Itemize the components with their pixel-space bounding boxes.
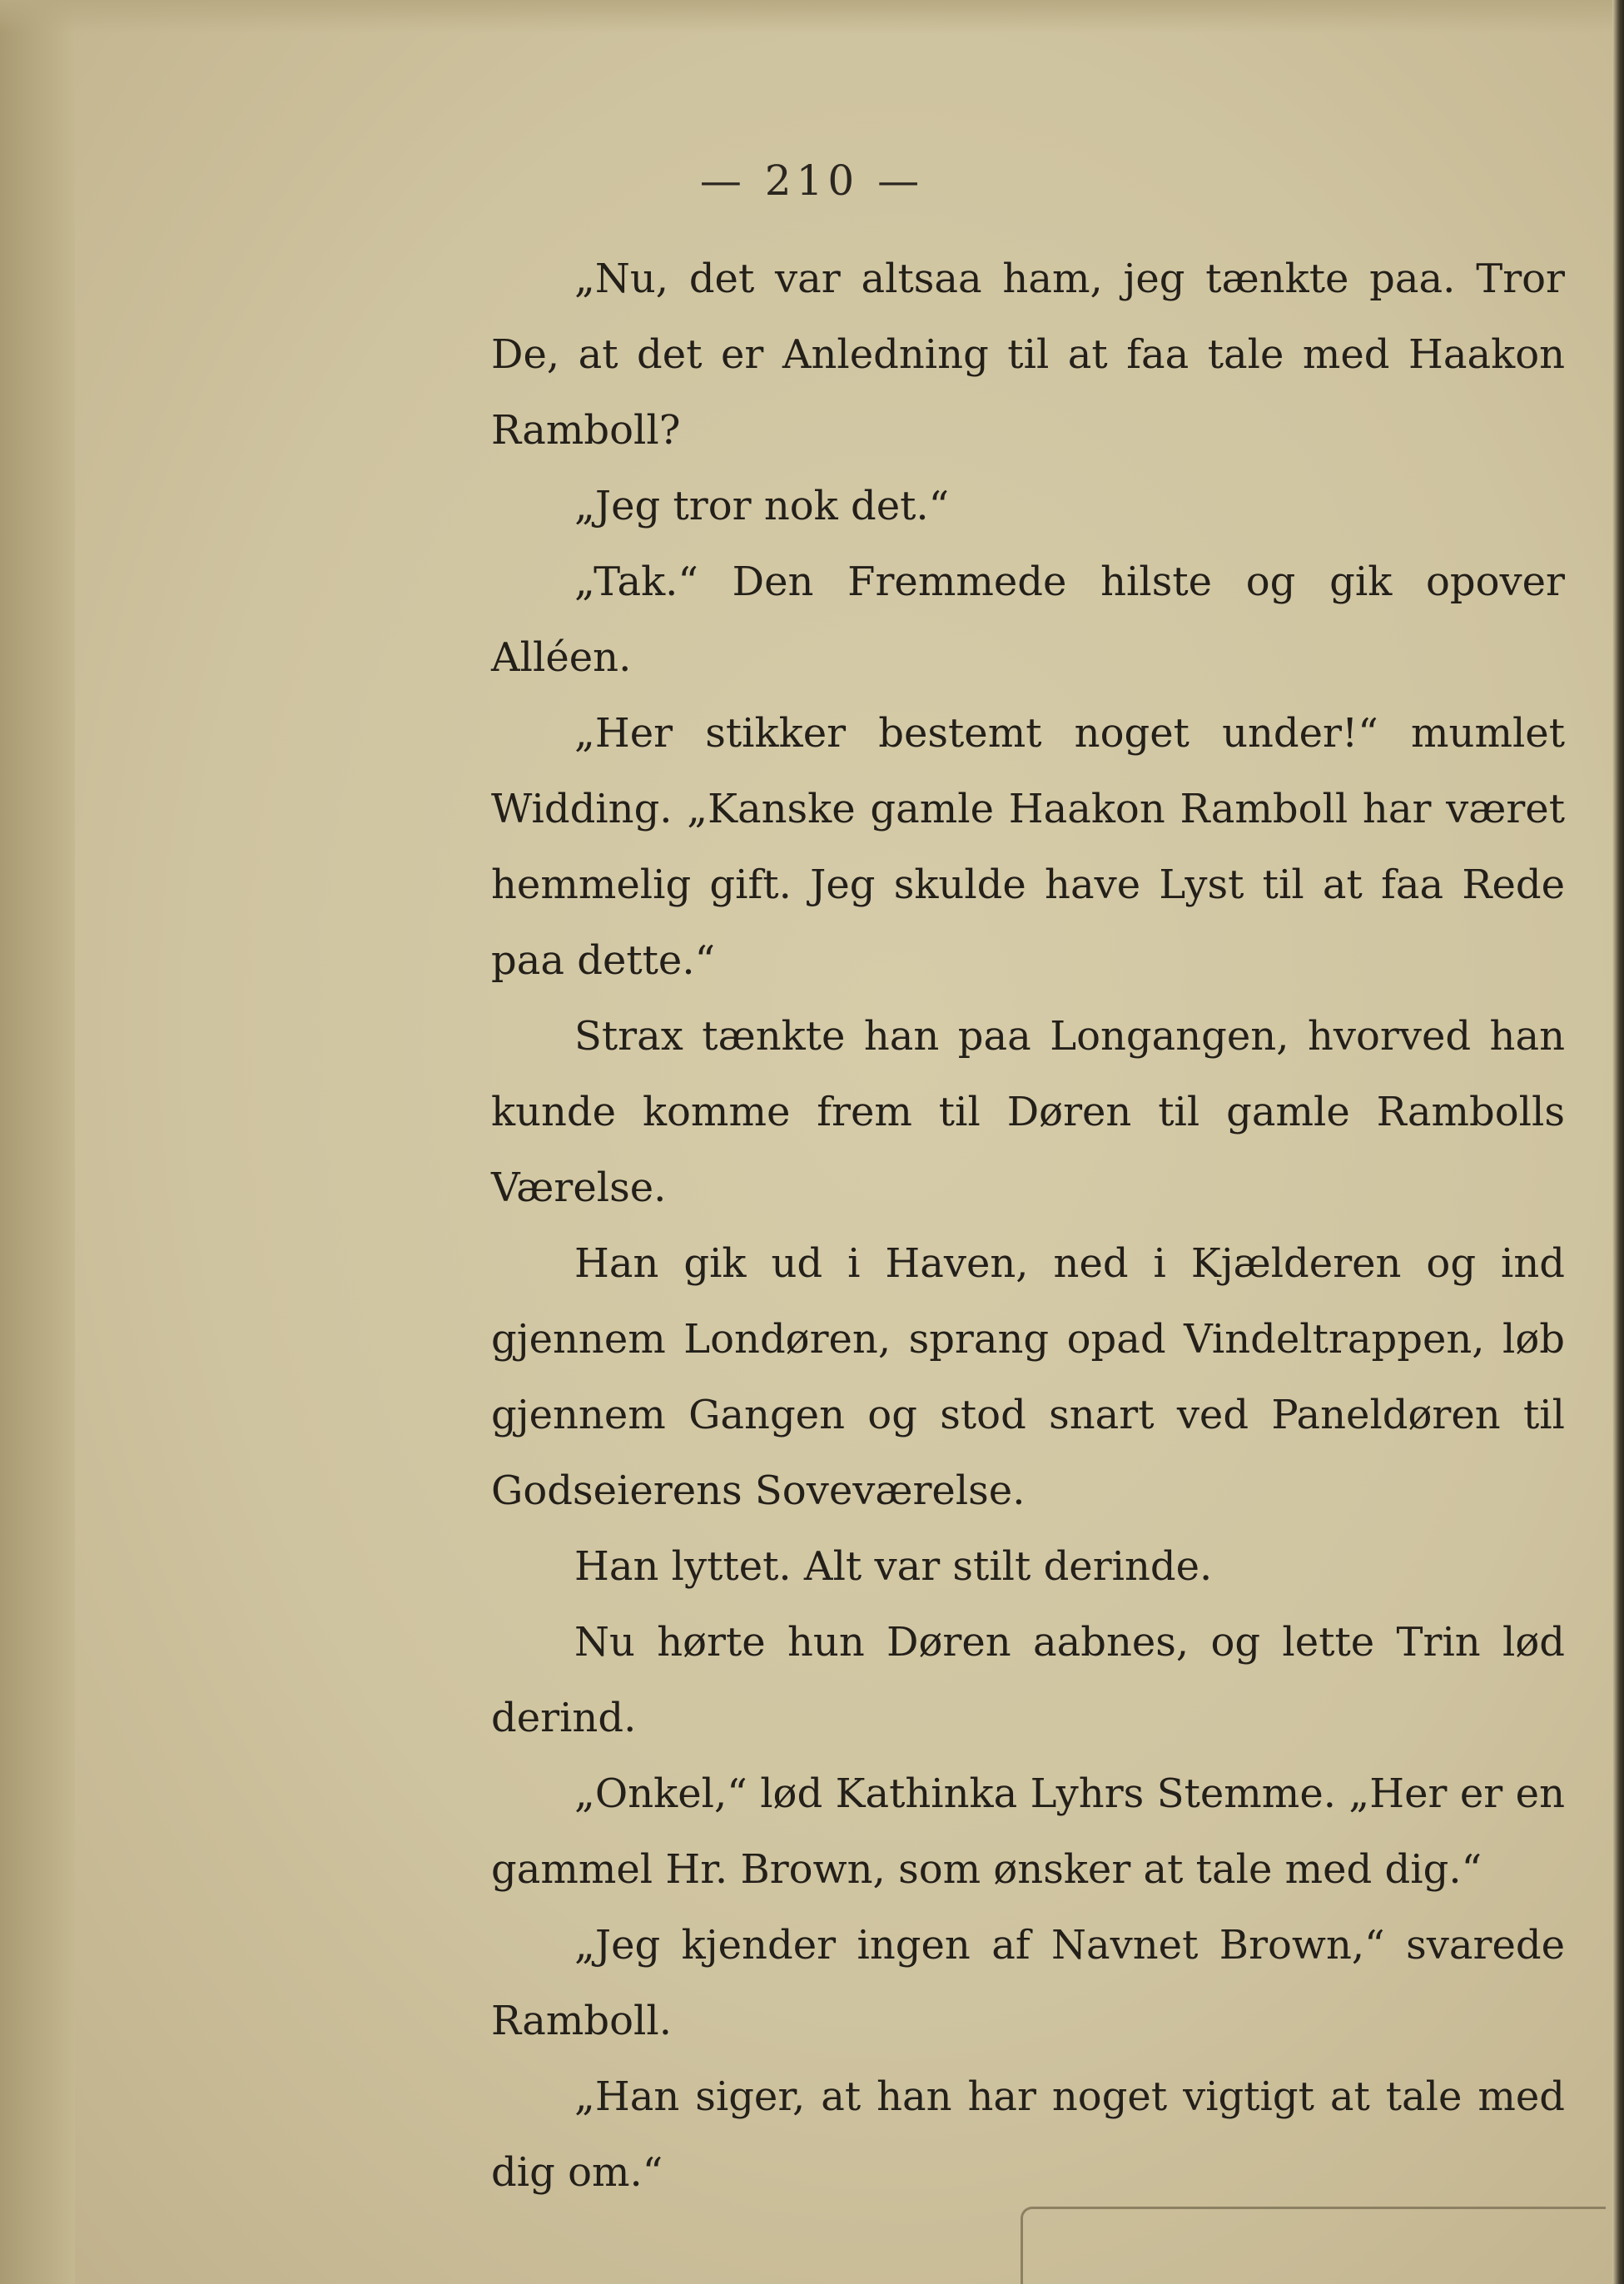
paragraph: Strax tænkte han paa Longangen, hvorved han kunde komme frem til Døren til gamle Rambolls Værelse. (491, 1013, 1565, 1211)
paragraph: „Tak.“ Den Fremmede hilste og gik opover Alléen. (491, 559, 1565, 681)
paragraph: „Nu, det var altsaa ham, jeg tænkte paa. Tror De, at det er Anledning til at faa tale med Haakon Ramboll? (491, 256, 1565, 454)
page-top-shadow (0, 0, 1624, 33)
page-number: — 210 — (699, 156, 925, 205)
body-text (491, 241, 1565, 2211)
page-corner-mark (1021, 2207, 1606, 2284)
paragraph: „Jeg kjender ingen af Navnet Brown,“ svarede Ramboll. (491, 1922, 1565, 2044)
paragraph: „Han siger, at han har noget vigtigt at tale med dig om.“ (491, 2073, 1565, 2196)
page-right-edge (1612, 0, 1624, 2284)
paragraph: „Onkel,“ lød Kathinka Lyhrs Stemme. „Her er en gammel Hr. Brown, som ønsker at tale med dig.“ (491, 1770, 1565, 1893)
paragraph: Nu hørte hun Døren aabnes, og lette Trin lød derind. (491, 1619, 1565, 1741)
paragraph: „Her stikker bestemt noget under!“ mumlet Widding. „Kanske gamle Haakon Ramboll har været hemmelig gift. Jeg skulde have Lyst til at faa Rede paa dette.“ (491, 710, 1565, 984)
page-spine-shadow (0, 0, 75, 2284)
paragraph: Han gik ud i Haven, ned i Kjælderen og ind gjennem Londøren, sprang opad Vindeltrappen, løb gjennem Gangen og stod snart ved Paneldøren til Godseierens Soveværelse. (491, 1240, 1565, 1514)
paragraph: Han lyttet. Alt var stilt derinde. (574, 1543, 1213, 1590)
paragraph: „Jeg tror nok det.“ (574, 483, 950, 529)
